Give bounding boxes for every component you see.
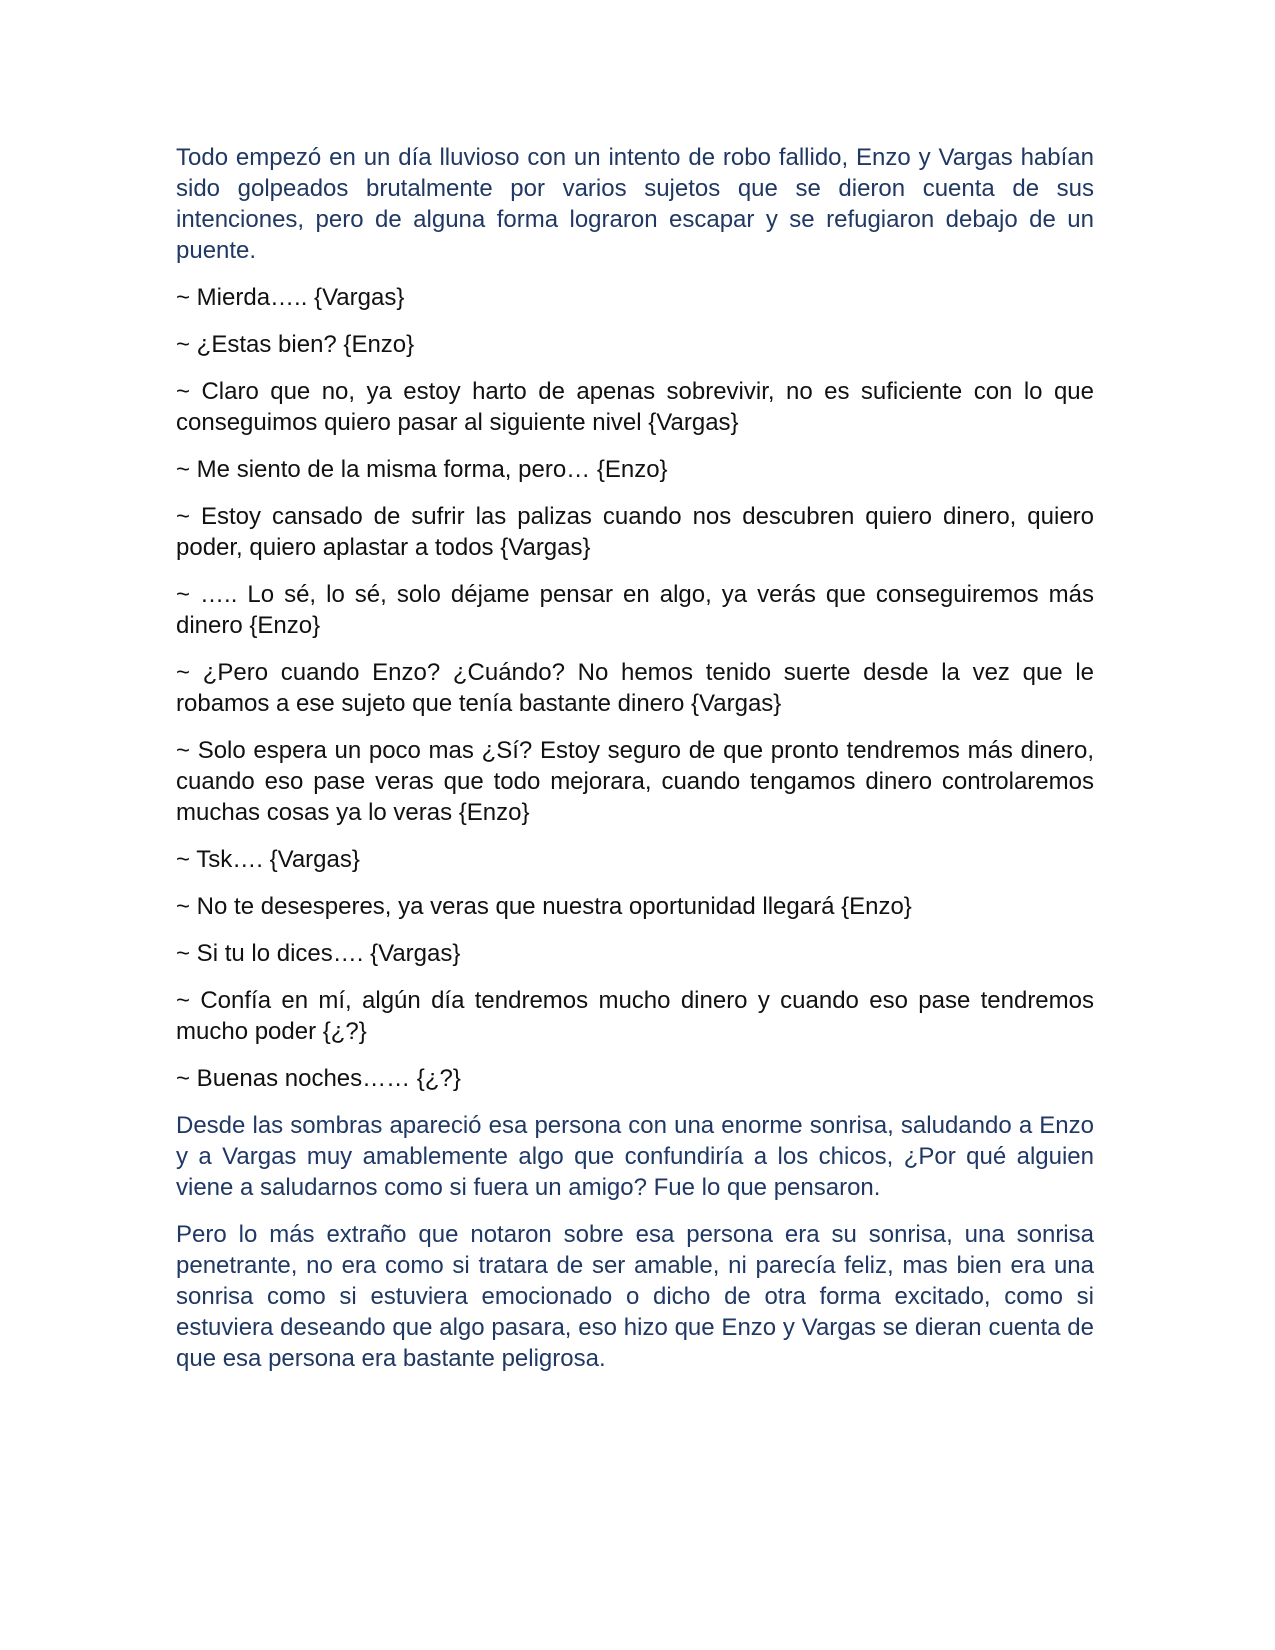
dialogue-line: ~ Tsk…. {Vargas} (176, 846, 360, 873)
document-page (176, 142, 1094, 1390)
dialogue-line: ~ No te desesperes, ya veras que nuestra oportunidad llegará {Enzo} (176, 893, 912, 920)
dialogue-line: ~ Si tu lo dices…. {Vargas} (176, 940, 461, 967)
dialogue-line: ~ Solo espera un poco mas ¿Sí? Estoy seguro de que pronto tendremos más dinero, cuando eso pase veras que todo mejorara, cuando tengamos dinero controlaremos muchas cosas ya lo veras {Enzo} (176, 737, 1094, 826)
dialogue-line: ~ Confía en mí, algún día tendremos mucho dinero y cuando eso pase tendremos mucho poder {¿?} (176, 987, 1094, 1045)
dialogue-line: ~ ….. Lo sé, lo sé, solo déjame pensar en algo, ya verás que conseguiremos más dinero {Enzo} (176, 581, 1094, 639)
dialogue-line: ~ Estoy cansado de sufrir las palizas cuando nos descubren quiero dinero, quiero poder, quiero aplastar a todos {Vargas} (176, 503, 1094, 561)
dialogue-line: ~ ¿Pero cuando Enzo? ¿Cuándo? No hemos tenido suerte desde la vez que le robamos a ese sujeto que tenía bastante dinero {Vargas} (176, 659, 1094, 717)
dialogue-line: ~ ¿Estas bien? {Enzo} (176, 331, 415, 358)
narration-paragraph: Pero lo más extraño que notaron sobre esa persona era su sonrisa, una sonrisa penetrante, no era como si tratara de ser amable, ni parecía feliz, mas bien era una sonrisa como si estuviera emocionado o dicho de otra forma excitado, como si estuviera deseando que algo pasara, eso hizo que Enzo y Vargas se dieran cuenta de que esa persona era bastante peligrosa. (176, 1221, 1094, 1372)
dialogue-line: ~ Buenas noches…… {¿?} (176, 1065, 461, 1092)
narration-paragraph: Desde las sombras apareció esa persona con una enorme sonrisa, saludando a Enzo y a Vargas muy amablemente algo que confundiría a los chicos, ¿Por qué alguien viene a saludarnos como si fuera un amigo? Fue lo que pensaron. (176, 1112, 1094, 1201)
dialogue-line: ~ Claro que no, ya estoy harto de apenas sobrevivir, no es suficiente con lo que conseguimos quiero pasar al siguiente nivel {Vargas} (176, 378, 1094, 436)
dialogue-line: ~ Mierda….. {Vargas} (176, 284, 405, 311)
dialogue-line: ~ Me siento de la misma forma, pero… {Enzo} (176, 456, 668, 483)
narration-paragraph: Todo empezó en un día lluvioso con un intento de robo fallido, Enzo y Vargas habían sido golpeados brutalmente por varios sujetos que se dieron cuenta de sus intenciones, pero de alguna forma lograron escapar y se refugiaron debajo de un puente. (176, 144, 1094, 264)
